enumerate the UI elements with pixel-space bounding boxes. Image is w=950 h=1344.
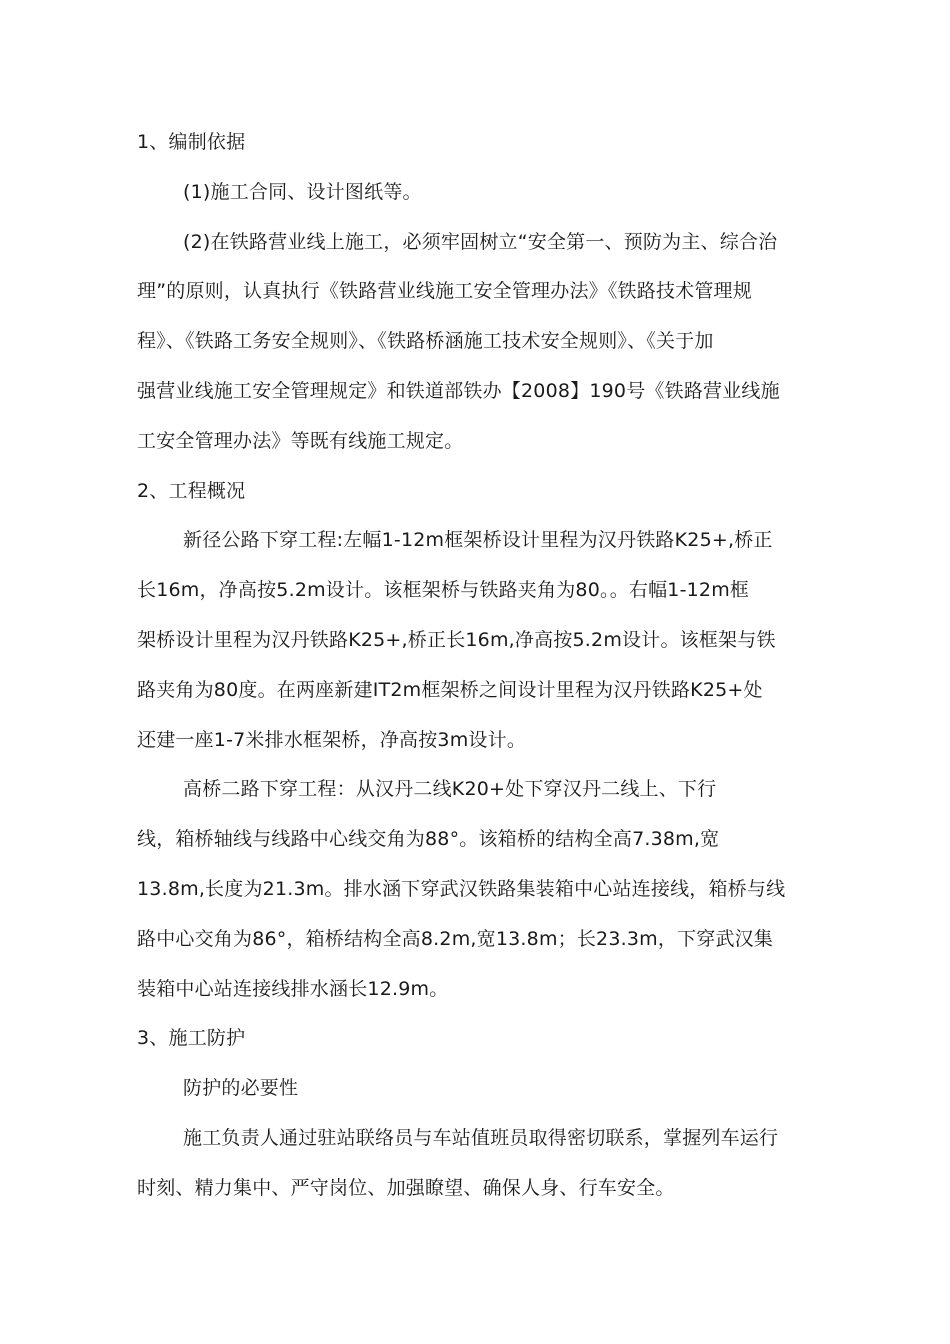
paragraph-line: 13.8m,长度为21.3m。排水涵下穿武汉铁路集装箱中心站连接线，箱桥与线 — [137, 877, 786, 900]
paragraph-line: 时刻、精力集中、严守岗位、加强瞭望、确保人身、行车安全。 — [137, 1176, 675, 1199]
paragraph-line: 高桥二路下穿工程：从汉丹二线K20+处下穿汉丹二线上、下行 — [183, 778, 717, 801]
paragraph-line: (2)在铁路营业线上施工，必须牢固树立“安全第一、预防为主、综合治 — [183, 230, 778, 253]
paragraph-line: 路中心交角为86°，箱桥结构全高8.2m,宽13.8m；长23.3m，下穿武汉集 — [137, 927, 774, 950]
paragraph-line: 程》、《铁路工务安全规则》、《铁路桥涵施工技术安全规则》、《关于加 — [137, 330, 714, 353]
paragraph-line: 新径公路下穿工程:左幅1-12m框架桥设计里程为汉丹铁路K25+,桥正 — [183, 529, 773, 552]
paragraph-line: 施工负责人通过驻站联络员与车站值班员取得密切联系，掌握列车运行 — [183, 1126, 779, 1149]
heading-1: 1、编制依据 — [137, 131, 246, 153]
paragraph-line: 线，箱桥轴线与线路中心线交角为88°。该箱桥的结构全高7.38m,宽 — [137, 828, 720, 851]
paragraph-line: 长16m，净高按5.2m设计。该框架桥与铁路夹角为80。。右幅1-12m框 — [137, 579, 750, 602]
paragraph-line: (1)施工合同、设计图纸等。 — [183, 180, 422, 203]
document-page — [137, 118, 821, 1214]
paragraph-line: 路夹角为80度。在两座新建IT2m框架桥之间设计里程为汉丹铁路K25+处 — [137, 678, 763, 701]
subheading: 防护的必要性 — [183, 1077, 299, 1100]
paragraph-line: 理”的原则，认真执行《铁路营业线施工安全管理办法》《铁路技术管理规 — [137, 280, 752, 303]
heading-3: 3、施工防护 — [137, 1027, 246, 1050]
paragraph-line: 还建一座1-7米排水框架桥，净高按3m设计。 — [137, 728, 527, 751]
paragraph-line: 装箱中心站连接线排水涵长12.9m。 — [137, 977, 449, 1000]
paragraph-line: 强营业线施工安全管理规定》和铁道部铁办【2008】190号《铁路营业线施 — [137, 379, 780, 402]
paragraph-line: 架桥设计里程为汉丹铁路K25+,桥正长16m,净高按5.2m设计。该框架与铁 — [137, 628, 776, 651]
paragraph-line: 工安全管理办法》等既有线施工规定。 — [137, 429, 464, 452]
heading-2: 2、工程概况 — [137, 479, 246, 502]
